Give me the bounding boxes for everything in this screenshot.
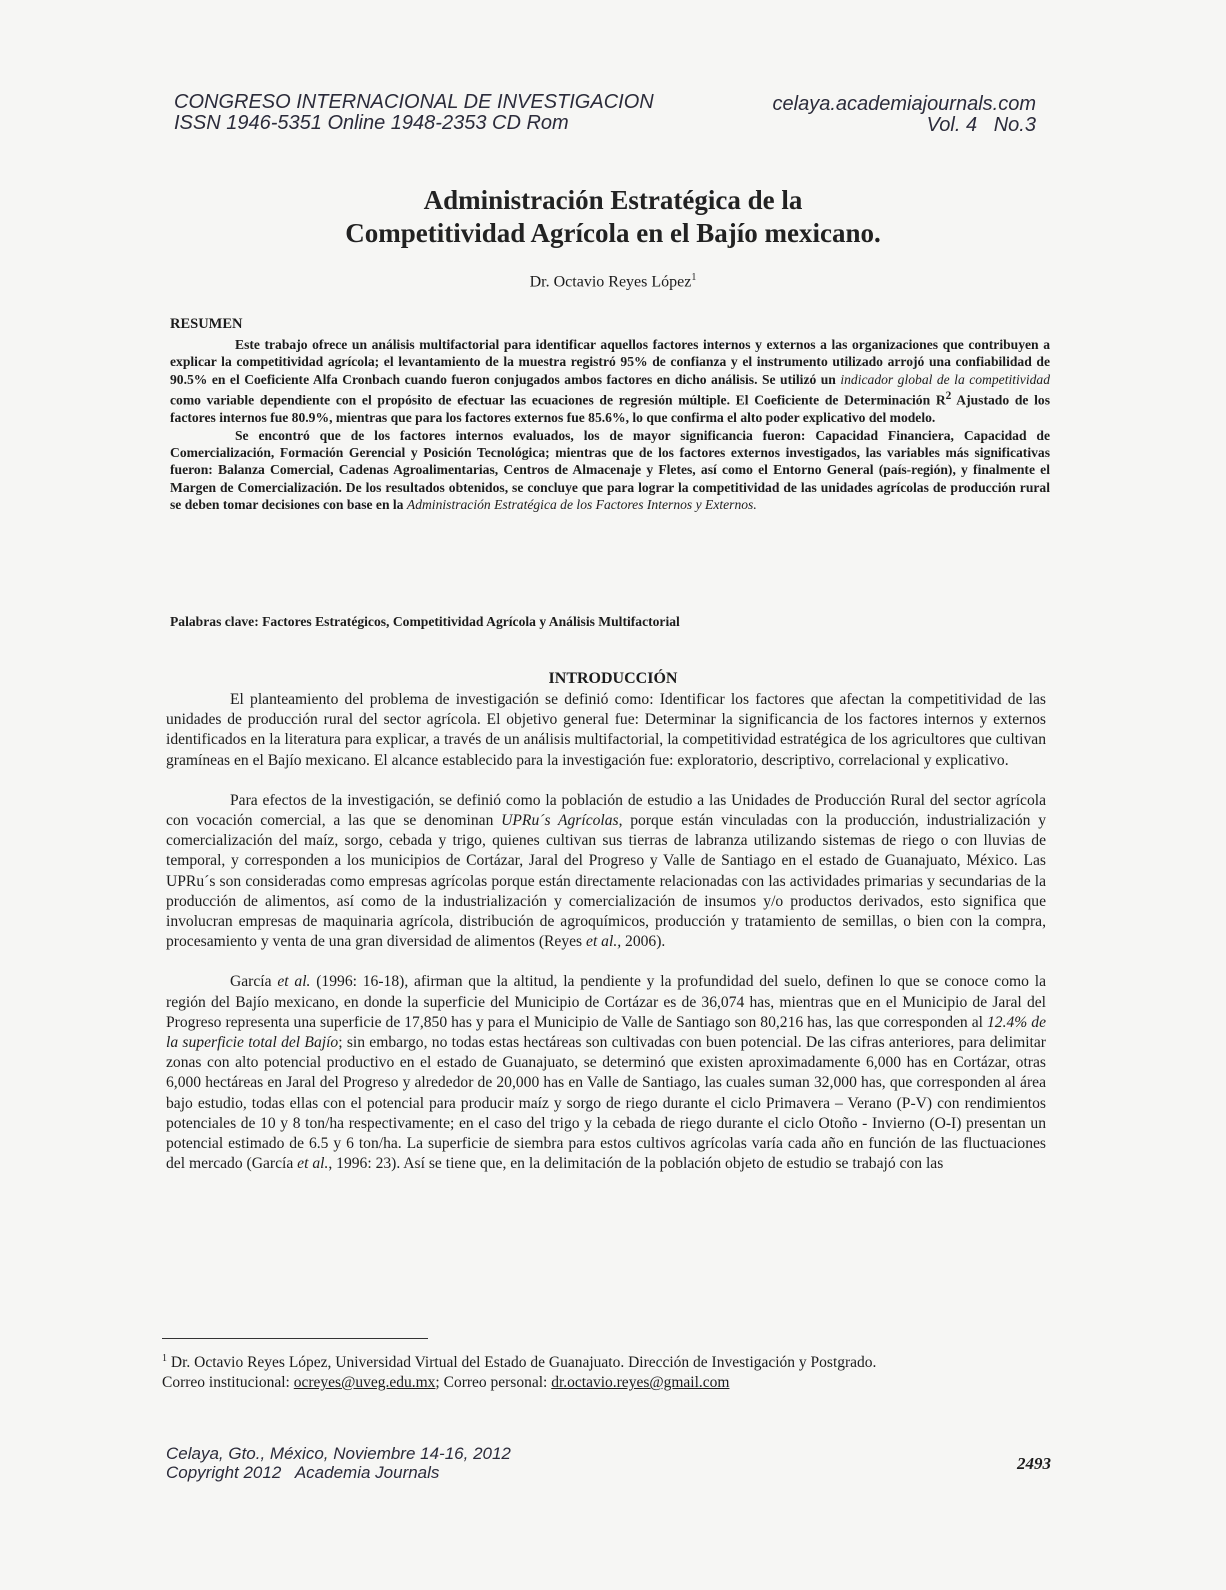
issn-line: ISSN 1946-5351 Online 1948-2353 CD Rom	[174, 112, 569, 134]
paper-title	[0, 184, 1226, 250]
body-emphasis: et al.	[277, 973, 311, 991]
section-heading-introduction: INTRODUCCIÓN	[548, 670, 678, 687]
body-text: ; sin embargo, no todas estas hectáreas son cultivadas con buen potencial. De las cifras anteriores, para delimitar zonas con alto potencial productivo en el estado de Guanajuato, se determinó que existen aproximadamente 6,000 has en Cortázar, otras 6,000 hectáreas en Jaral del Progreso y alrededor de 20,000 has en Valle de Santiago, las cuales suman 32,000 has, que corresponden al área bajo estudio, todas ellas con el potencial para producir maíz y sorgo de riego durante el ciclo Primavera – Verano (P-V) con rendimientos potenciales de 10 y 8 ton/ha respectivamente; en el caso del trigo y la cebada de riego durante el ciclo Otoño - Invierno (O-I) presentan un potencial estimado de 6.5 y 6 ton/ha. La superficie de siembra para estos cultivos agrícolas varía cada año en función de las fluctuaciones del mercado (García	[166, 1034, 1047, 1173]
body-emphasis: et al.	[297, 1155, 329, 1173]
title-line-1: Administración Estratégica de la	[423, 185, 803, 215]
abstract-paragraph-2	[170, 427, 1050, 514]
footer-location-date: Celaya, Gto., México, Noviembre 14-16, 2012	[166, 1444, 511, 1463]
body-emphasis: et al.,	[586, 933, 622, 951]
abstract-text: como variable dependiente con el propósito de efectuar las ecuaciones de regresión múltiple. El Coeficiente de Determinación R	[170, 392, 946, 408]
footer-copyright: Copyright 2012 Academia Journals	[166, 1463, 440, 1482]
body-emphasis: 12.4% de la superficie total del Bajío	[166, 1013, 1046, 1052]
abstract-emphasis: Administración Estratégica de los Factores Internos y Externos.	[406, 497, 757, 513]
superscript: 2	[945, 390, 952, 403]
header-left	[174, 92, 654, 134]
keywords: Palabras clave: Factores Estratégicos, Competitividad Agrícola y Análisis Multifactorial	[170, 614, 680, 629]
personal-email-link[interactable]: dr.octavio.reyes@gmail.com	[551, 1374, 730, 1392]
abstract-emphasis: indicador global de la competitividad	[840, 371, 1051, 387]
footnote-label: ; Correo personal:	[435, 1374, 552, 1392]
footnote-mark: 1	[162, 1353, 167, 1364]
conference-name: CONGRESO INTERNACIONAL DE INVESTIGACION	[174, 91, 654, 113]
body-emphasis: UPRu´s Agrícolas	[501, 812, 619, 830]
abstract-text: Se encontró que de los factores internos evaluados, los de mayor significancia fueron: Capacidad Financiera, Capacidad de Comercialización, Formación Gerencial y Posición Tecnológica; mientras que de los factores externos investigados, las variables más significativas fueron: Balanza Comercial, Cadenas Agroalimentarias, Centros de Almacenaje y Fletes, así como el Entorno General (país-región), y finalmente el Margen de Comercialización. De los resultados obtenidos, se concluye que para lograr la competitividad de las unidades agrícolas de producción rural se deben tomar decisiones con base en la	[170, 427, 1050, 513]
body-text: (1996: 16-18), afirman que la altitud, la pendiente y la profundidad del suelo, definen lo que se conoce como la región del Bajío mexicano, en donde la superficie del Municipio de Cortázar es de 36,074 has, mientras que en el Municipio de Jaral del Progreso representa una superficie de 17,850 has y para el Municipio de Valle de Santiago son 80,216 has, las que corresponden al	[166, 973, 1046, 1031]
body-text: , porque están vinculadas con la producción, industrialización y comercialización del maíz, sorgo, cebada y trigo, quienes cultivan sus tierras de labranza utilizando sistemas de riego o con lluvias de temporal, y corresponden a los municipios de Cortázar, Jaral del Progreso y Valle de Santiago en el estado de Guanajuato, México. Las UPRu´s son consideradas como empresas agrícolas porque están directamente relacionadas con las actividades primarias y secundarias de la producción de alimentos, así como de la industrialización y comercialización de insumos y/o productos derivados, esto significa que involucran empresas de maquinaria agrícola, distribución de agroquímicos, producción y tratamiento de semillas, o bien con la compra, procesamiento y venta de una gran diversidad de alimentos (Reyes	[166, 812, 1046, 951]
footnote-line-1	[162, 1349, 1062, 1373]
abstract-text: Ajustado de los factores internos fue 80.9%, mientras que para los factores externos fue 85.6%, lo que confirma el alto poder explicativo del modelo.	[170, 392, 1050, 426]
page-number: 2493	[1017, 1454, 1051, 1473]
footnote-divider	[162, 1338, 428, 1339]
abstract-paragraph-1	[170, 336, 1050, 427]
footnote-line-2	[162, 1373, 1062, 1393]
footer	[166, 1444, 511, 1482]
abstract-text: Este trabajo ofrece un análisis multifactorial para identificar aquellos factores internos y externos a las organizaciones que contribuyen a explicar la competitividad agrícola; el levantamiento de la muestra registró 95% de confianza y el instrumento utilizado arrojó una confiabilidad de 90.5% en el Coeficiente Alfa Cronbach cuando fueron conjugados ambos factores en dicho análisis. Se utilizó un	[170, 337, 1050, 387]
footnote-label: Correo institucional:	[162, 1374, 294, 1392]
body-text: Para efectos de la investigación, se definió como la población de estudio a las Unidades de Producción Rural del sector agrícola con vocación comercial, a las que se denominan	[166, 791, 1046, 830]
institutional-email-link[interactable]: ocreyes@uveg.edu.mx	[293, 1374, 436, 1392]
body-text: , 1996: 23). Así se tiene que, en la delimitación de la población objeto de estudio se trabajó con las	[328, 1155, 944, 1173]
intro-paragraph-1: El planteamiento del problema de investigación se definió como: Identificar los factores que afectan la competitividad de las unidades de producción rural del sector agrícola. El objetivo general fue: Determinar la significancia de los factores internos y externos identificados en la literatura para explicar, a través de un análisis multifactorial, la competitividad estratégica de los agricultores que cultivan gramíneas en el Bajío mexicano. El alcance establecido para la investigación fue: exploratorio, descriptivo, correlacional y explicativo.	[166, 691, 1046, 769]
footnote-text: Dr. Octavio Reyes López, Universidad Virtual del Estado de Guanajuato. Dirección de Investigación y Postgrado.	[167, 1354, 877, 1372]
intro-paragraph-3	[166, 972, 1046, 1174]
body-text: 2006).	[621, 933, 666, 951]
abstract-body	[170, 336, 1050, 514]
volume-number: Vol. 4 No.3	[926, 114, 1036, 136]
abstract-heading: RESUMEN	[170, 316, 243, 332]
author-footnote-mark: 1	[691, 272, 697, 283]
introduction-body	[166, 690, 1046, 1194]
intro-paragraph-2	[166, 791, 1046, 953]
body-text: García	[230, 973, 278, 991]
header-right	[773, 94, 1036, 136]
author-line	[0, 272, 1226, 291]
journal-url: celaya.academiajournals.com	[772, 93, 1036, 115]
title-line-2: Competitividad Agrícola en el Bajío mexicano.	[345, 218, 881, 248]
author-name: Dr. Octavio Reyes López	[529, 273, 692, 291]
footnote	[162, 1349, 1062, 1393]
